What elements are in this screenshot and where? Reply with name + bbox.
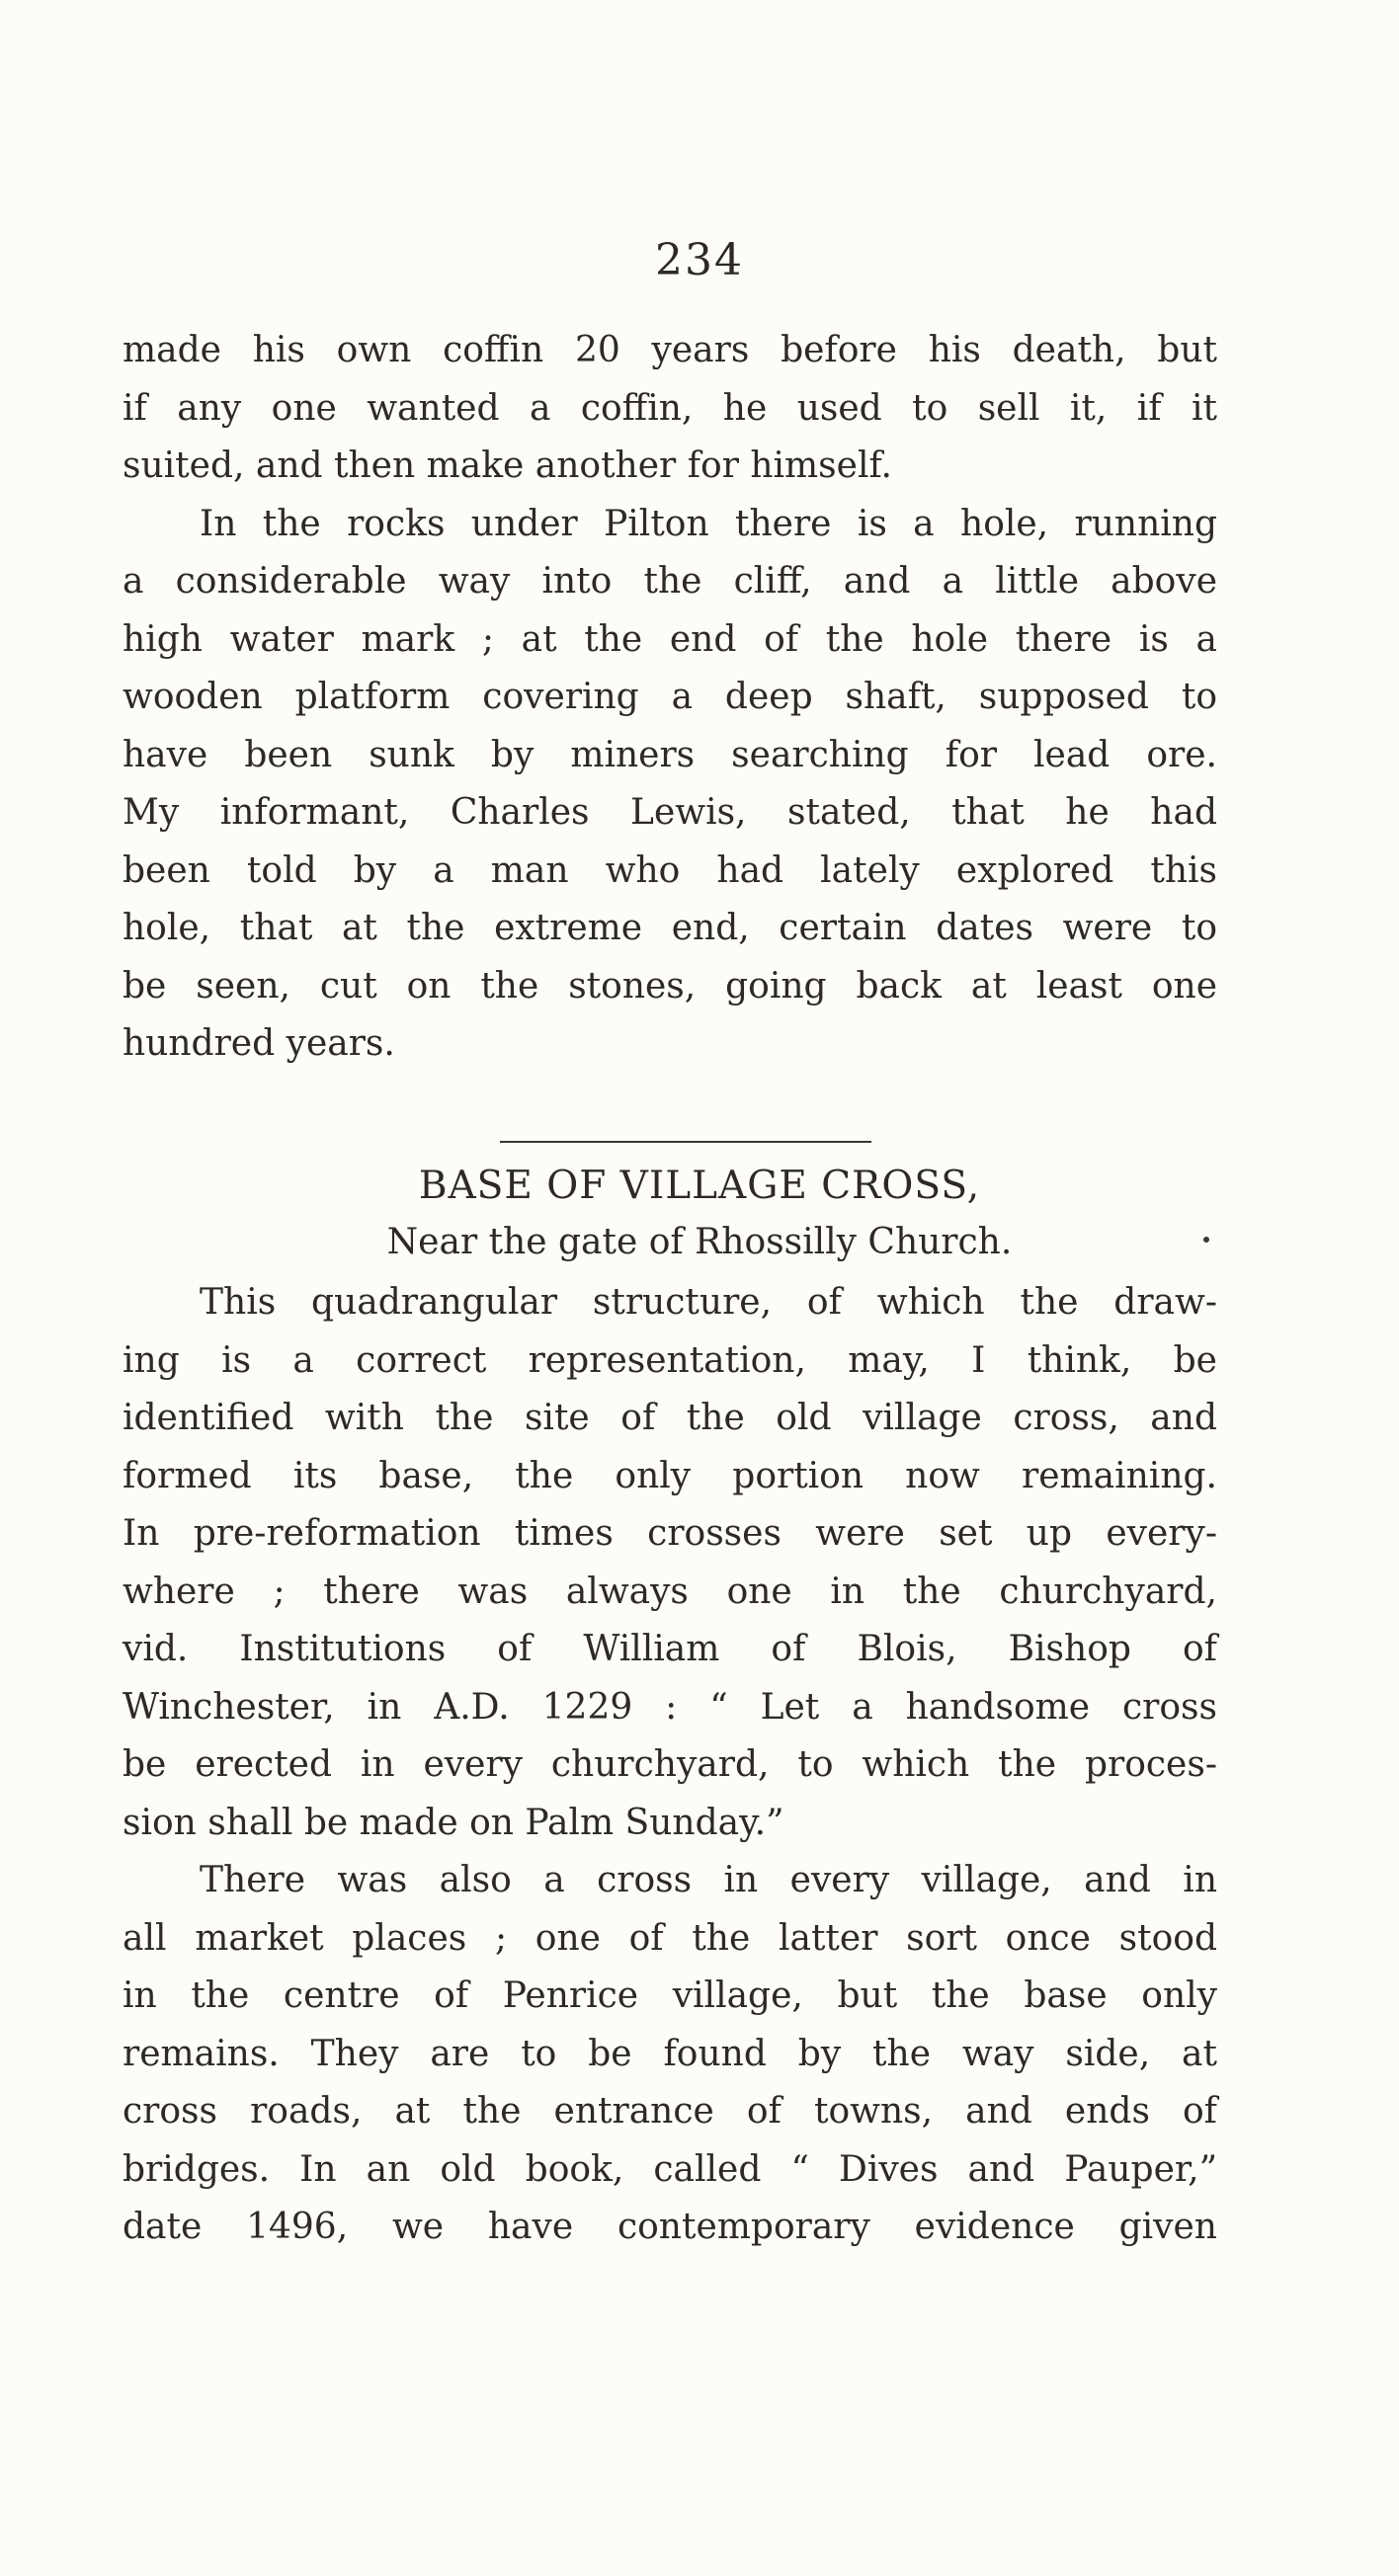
- text-line: In the rocks under Pilton there is a hole, running: [200, 503, 1217, 544]
- section-heading: BASE OF VILLAGE CROSS,: [418, 1164, 981, 1208]
- text-line: My informant, Charles Lewis, stated, that he had: [123, 792, 1217, 833]
- text-line: vid. Institutions of William of Blois, Bishop of: [123, 1629, 1217, 1669]
- section-subheading: Near the gate of Rhossilly Church.: [386, 1222, 1013, 1262]
- text-line: been told by a man who had lately explored this: [123, 849, 1217, 891]
- text-line: bridges. In an old book, called “ Dives and Pauper,”: [123, 2148, 1217, 2190]
- text-line: high water mark ; at the end of the hole there is a: [123, 618, 1217, 660]
- text-line: There was also a cross in every village, and in: [200, 1860, 1217, 1900]
- text-line: be erected in every churchyard, to which the proces-: [123, 1744, 1217, 1785]
- page-number: 234: [655, 235, 744, 285]
- stray-dot-mark: [1203, 1237, 1209, 1243]
- text-line: where ; there was always one in the churchyard,: [123, 1570, 1217, 1612]
- text-line: identified with the site of the old village cross, and: [123, 1398, 1217, 1438]
- text-line: formed its base, the only portion now remaining.: [123, 1455, 1217, 1496]
- text-line: date 1496, we have contemporary evidence given: [123, 2207, 1217, 2247]
- text-line: suited, and then make another for himself.: [123, 445, 892, 486]
- text-line: be seen, cut on the stones, going back at least one: [123, 965, 1217, 1006]
- text-line: Winchester, in A.D. 1229 : “ Let a handsome cross: [123, 1686, 1217, 1728]
- text-line: all market places ; one of the latter sort once stood: [123, 1917, 1217, 1959]
- text-line: a considerable way into the cliff, and a little above: [123, 561, 1217, 602]
- text-line: ing is a correct representation, may, I think, be: [123, 1339, 1217, 1381]
- paragraphs-before-heading: [123, 322, 1217, 1074]
- text-line: cross roads, at the entrance of towns, and ends of: [123, 2091, 1217, 2132]
- text-line: if any one wanted a coffin, he used to sell it, if it: [123, 387, 1217, 429]
- text-line: In pre-reformation times crosses were set up every-: [123, 1513, 1217, 1554]
- paragraphs-after-heading: [123, 1274, 1217, 2257]
- text-line: made his own coffin 20 years before his death, but: [123, 330, 1217, 370]
- section-divider: [500, 1141, 871, 1143]
- text-line: have been sunk by miners searching for lead ore.: [123, 734, 1217, 775]
- text-line: hundred years.: [123, 1023, 395, 1064]
- text-line: This quadrangular structure, of which the draw-: [200, 1282, 1217, 1323]
- text-line: in the centre of Penrice village, but the base only: [123, 1975, 1217, 2016]
- text-line: hole, that at the extreme end, certain dates were to: [123, 908, 1217, 948]
- text-line: remains. They are to be found by the way side, at: [123, 2033, 1217, 2074]
- text-line: wooden platform covering a deep shaft, supposed to: [123, 677, 1217, 717]
- text-line: sion shall be made on Palm Sunday.”: [123, 1802, 784, 1843]
